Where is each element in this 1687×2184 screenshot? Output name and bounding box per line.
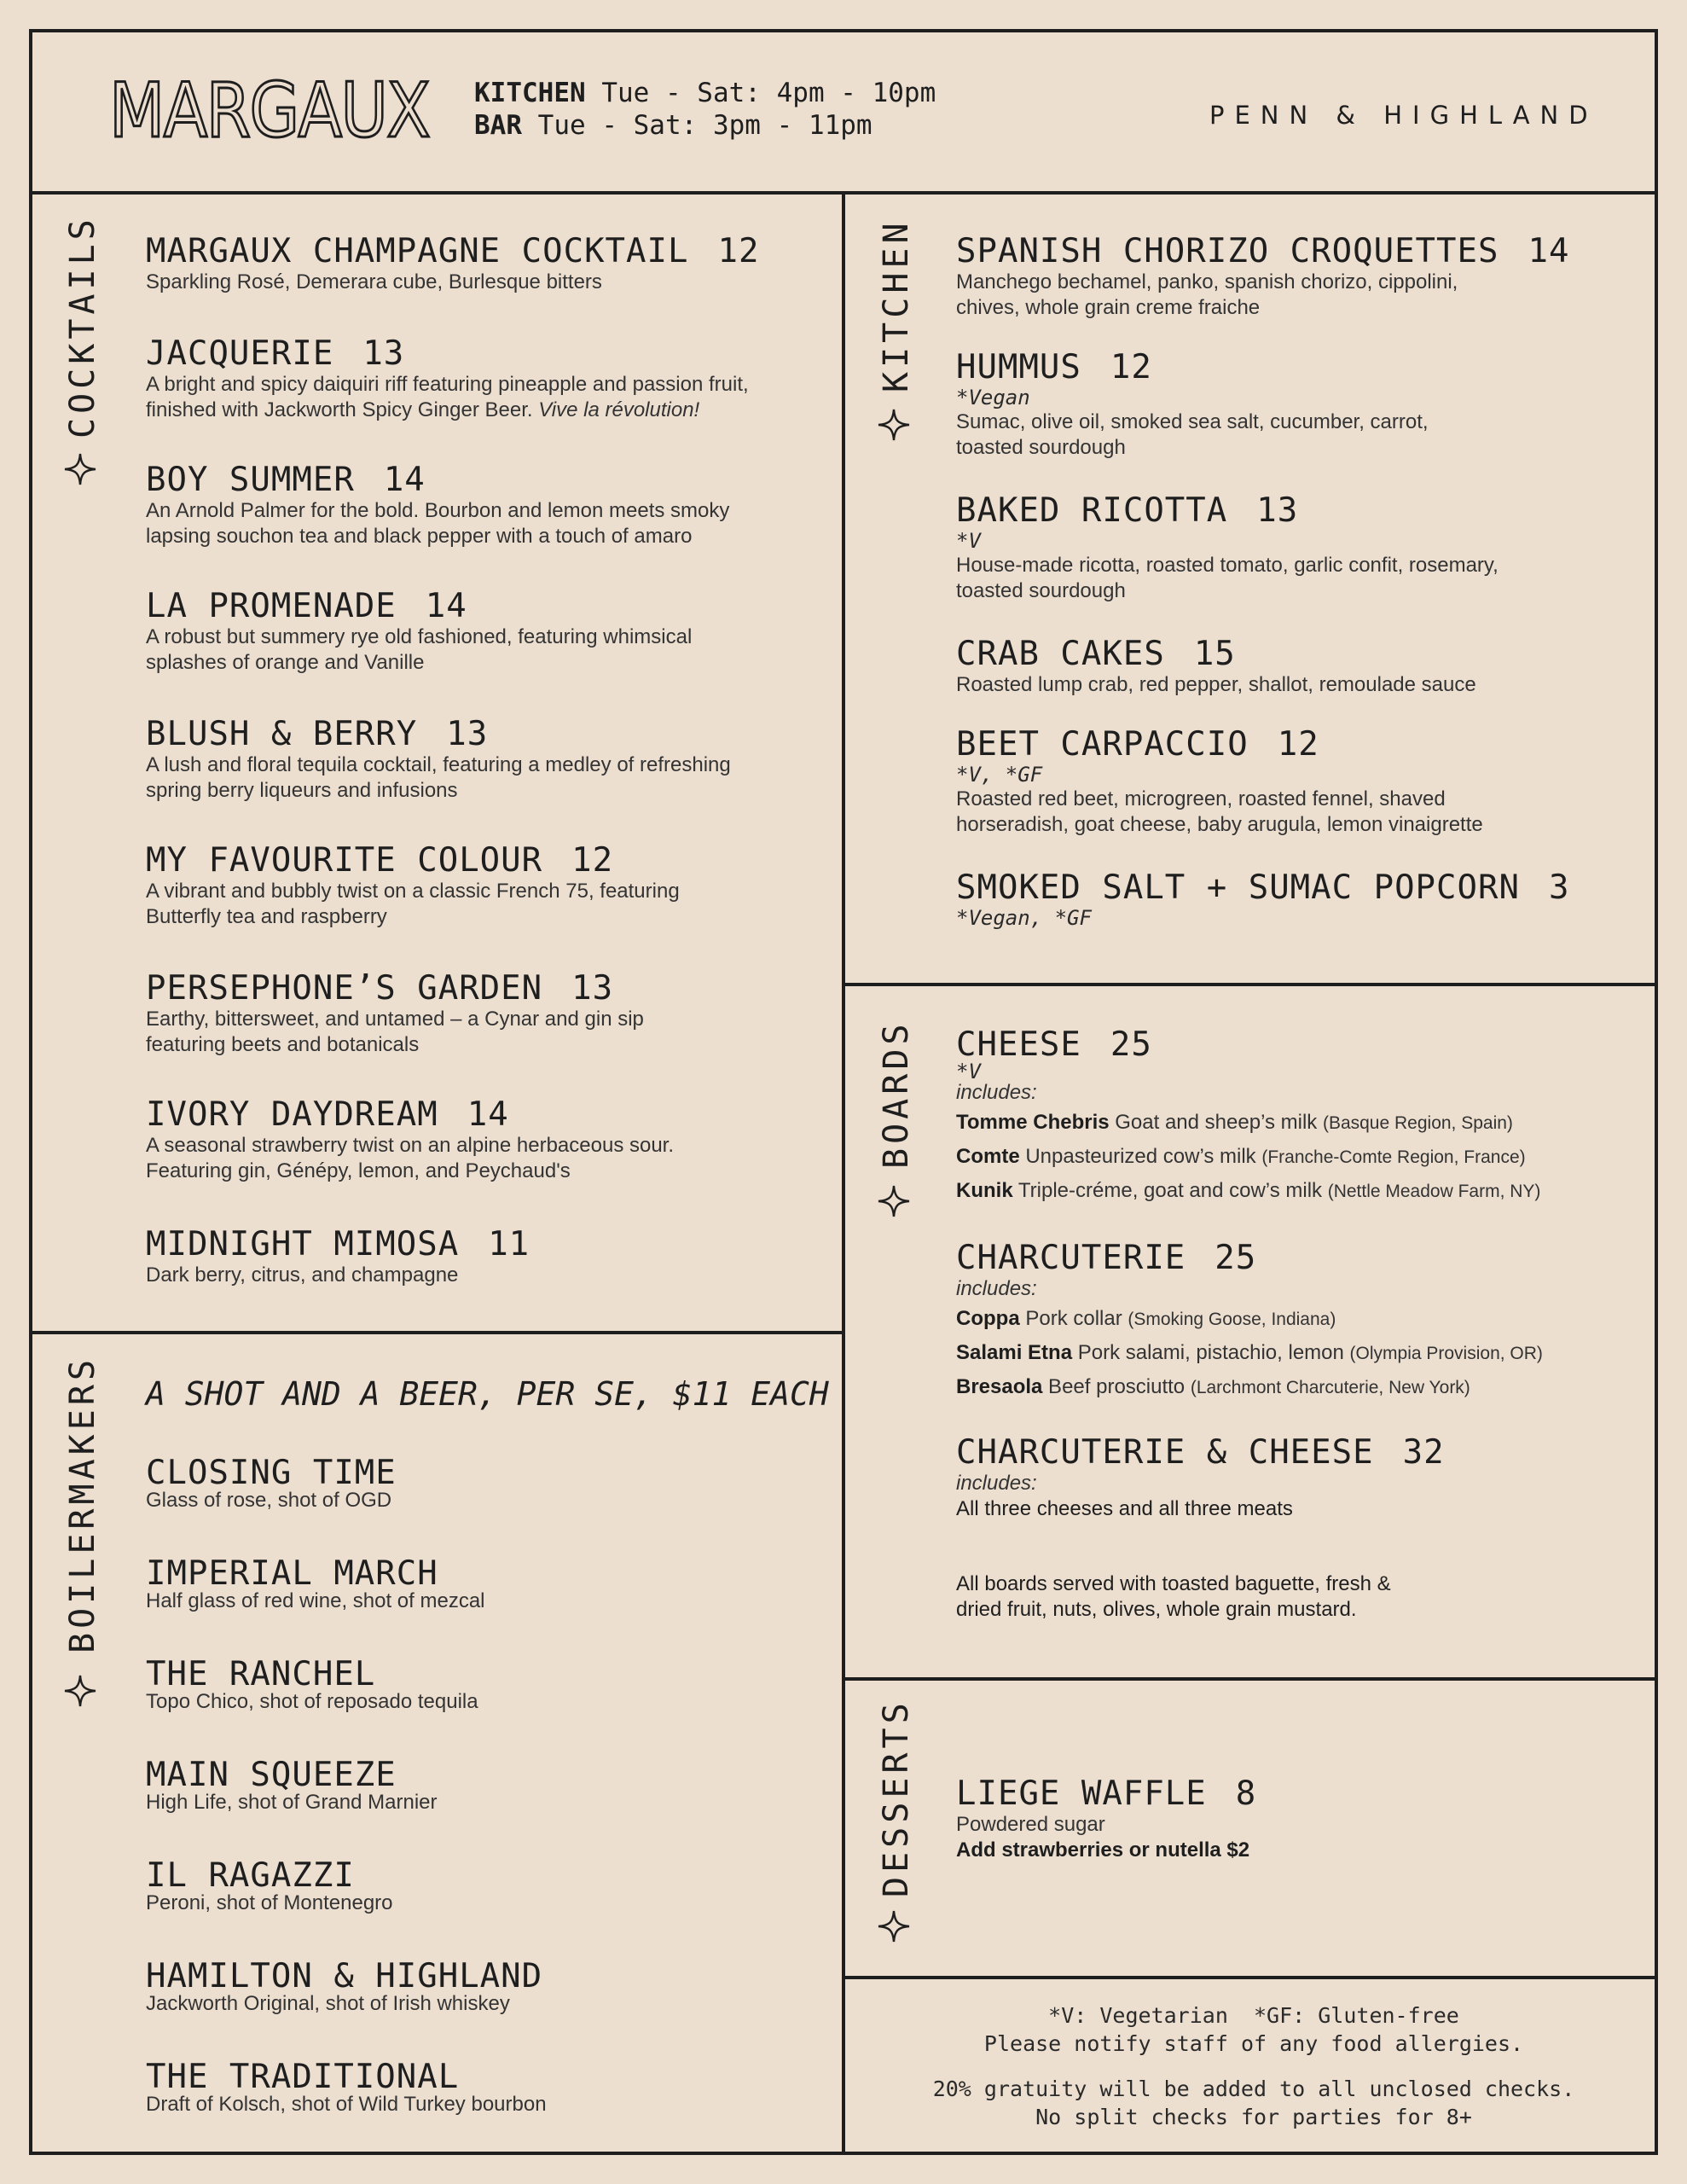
includes-label: includes: xyxy=(956,1472,1037,1495)
item-title: THE RANCHEL xyxy=(146,1655,376,1693)
item-description: Roasted lump crab, red pepper, shallot, remoulade sauce xyxy=(956,673,1476,696)
section-label-cocktails: COCKTAILS xyxy=(63,215,102,439)
kitchen-item xyxy=(956,636,1476,698)
item-description: Featuring gin, Génépy, lemon, and Peychaud's xyxy=(146,1159,571,1182)
board-component: Coppa Pork collar (Smoking Goose, Indiana) xyxy=(956,1307,1336,1330)
item-description: Roasted red beet, microgreen, roasted fennel, shaved xyxy=(956,787,1446,810)
sparkle-icon xyxy=(877,1184,911,1218)
board-item-combo xyxy=(956,1435,1445,1522)
item-description: A robust but summery rye old fashioned, featuring whimsical xyxy=(146,625,693,648)
cocktail-item xyxy=(146,843,680,930)
dietary-note: *V, *GF xyxy=(956,763,1043,787)
item-title: JACQUERIE 13 xyxy=(146,334,405,373)
cocktail-item xyxy=(146,717,731,804)
item-description: Topo Chico, shot of reposado tequila xyxy=(146,1690,478,1713)
kitchen-item xyxy=(956,234,1569,321)
item-title: PERSEPHONE’S GARDEN 13 xyxy=(146,969,614,1008)
boilermakers-tagline: A SHOT AND A BEER, PER SE, $11 EACH xyxy=(146,1375,829,1413)
item-description: horseradish, goat cheese, baby arugula, lemon vinaigrette xyxy=(956,813,1483,836)
item-title: MIDNIGHT MIMOSA 11 xyxy=(146,1225,530,1263)
kitchen-hours: KITCHEN Tue - Sat: 4pm - 10pm xyxy=(474,78,936,108)
item-title: MARGAUX CHAMPAGNE COCKTAIL 12 xyxy=(146,232,760,270)
item-title: CHARCUTERIE & CHEESE 32 xyxy=(956,1433,1445,1472)
includes-label: includes: xyxy=(956,1277,1037,1300)
item-description: Sumac, olive oil, smoked sea salt, cucumber, carrot, xyxy=(956,410,1429,433)
item-title: IMPERIAL MARCH xyxy=(146,1554,438,1593)
item-description: A seasonal strawberry twist on an alpine herbaceous sour. xyxy=(146,1134,675,1157)
item-title: CHEESE 25 xyxy=(956,1025,1152,1064)
item-description: Butterfly tea and raspberry xyxy=(146,905,387,928)
boilermaker-item xyxy=(146,1455,397,1513)
item-description: finished with Jackworth Spicy Ginger Beer. Vive la révolution! xyxy=(146,398,700,421)
board-item-charcuterie xyxy=(956,1240,1543,1404)
item-description: Jackworth Original, shot of Irish whiskey xyxy=(146,1992,510,2015)
item-title: HUMMUS 12 xyxy=(956,348,1152,386)
board-component: All three cheeses and all three meats xyxy=(956,1497,1293,1520)
cocktail-item xyxy=(146,971,644,1058)
boilermaker-item xyxy=(146,1959,542,2017)
includes-label: includes: xyxy=(956,1081,1037,1104)
dietary-note: *V xyxy=(956,529,981,553)
sparkle-icon xyxy=(63,452,97,486)
item-description: lapsing souchon tea and black pepper with a touch of amaro xyxy=(146,525,693,548)
item-title: MAIN SQUEEZE xyxy=(146,1756,397,1794)
kitchen-item xyxy=(956,727,1483,838)
item-title: HAMILTON & HIGHLAND xyxy=(146,1957,543,1995)
board-component: Salami Etna Pork salami, pistachio, lemon (Olympia Provision, OR) xyxy=(956,1341,1543,1364)
sparkle-icon xyxy=(63,1674,97,1708)
item-description: toasted sourdough xyxy=(956,436,1126,459)
dietary-note: *Vegan xyxy=(956,386,1030,410)
boards-desserts-divider xyxy=(842,1677,1658,1681)
board-component: Kunik Triple-créme, goat and cow’s milk (Nettle Meadow Farm, NY) xyxy=(956,1179,1541,1202)
item-description: Sparkling Rosé, Demerara cube, Burlesque bitters xyxy=(146,270,602,293)
cocktail-item xyxy=(146,462,729,549)
item-title: BEET CARPACCIO 12 xyxy=(956,725,1319,764)
item-title: SPANISH CHORIZO CROQUETTES 14 xyxy=(956,232,1570,270)
section-label-desserts: DESSERTS xyxy=(877,1699,916,1897)
kitchen-item xyxy=(956,493,1499,604)
boilermaker-item xyxy=(146,2059,547,2117)
item-addon: Add strawberries or nutella $2 xyxy=(956,1838,1250,1862)
item-title: IL RAGAZZI xyxy=(146,1856,355,1895)
location: PENN & HIGHLAND xyxy=(1209,101,1598,130)
item-description: House-made ricotta, roasted tomato, garlic confit, rosemary, xyxy=(956,554,1499,577)
kitchen-item xyxy=(956,870,1569,930)
item-title: SMOKED SALT + SUMAC POPCORN 3 xyxy=(956,868,1570,907)
section-label-boards: BOARDS xyxy=(877,1019,916,1169)
sparkle-icon xyxy=(877,1909,911,1943)
item-description: Draft of Kolsch, shot of Wild Turkey bourbon xyxy=(146,2093,547,2116)
kitchen-boards-divider xyxy=(842,983,1658,986)
cocktail-item xyxy=(146,234,759,295)
desserts-footer-divider xyxy=(842,1976,1658,1979)
board-item-cheese xyxy=(956,1027,1540,1208)
footer-policy: 20% gratuity will be added to all unclosed checks. No split checks for parties for 8+ xyxy=(932,2077,1575,2129)
item-description: Earthy, bittersweet, and untamed – a Cynar and gin sip xyxy=(146,1008,644,1031)
item-description: splashes of orange and Vanille xyxy=(146,651,425,674)
boilermaker-item xyxy=(146,1556,485,1614)
cocktails-boilermakers-divider xyxy=(29,1331,844,1334)
item-title: MY FAVOURITE COLOUR 12 xyxy=(146,841,614,880)
item-description: An Arnold Palmer for the bold. Bourbon and lemon meets smoky xyxy=(146,499,730,522)
logo: MARGAUX xyxy=(109,67,430,154)
item-description: Glass of rose, shot of OGD xyxy=(146,1489,392,1512)
sparkle-icon xyxy=(877,408,911,442)
item-title: CLOSING TIME xyxy=(146,1454,397,1492)
item-title: BLUSH & BERRY 13 xyxy=(146,715,489,753)
item-description: toasted sourdough xyxy=(956,579,1126,602)
item-title: IVORY DAYDREAM 14 xyxy=(146,1095,509,1134)
board-component: Comte Unpasteurized cow’s milk (Franche-Comte Region, France) xyxy=(956,1145,1526,1168)
item-description: A bright and spicy daiquiri riff featuring pineapple and passion fruit, xyxy=(146,373,749,396)
item-description: A vibrant and bubbly twist on a classic French 75, featuring xyxy=(146,880,680,903)
item-title: CRAB CAKES 15 xyxy=(956,635,1236,673)
cocktail-item xyxy=(146,336,749,423)
kitchen-item xyxy=(956,350,1429,461)
bar-hours: BAR Tue - Sat: 3pm - 11pm xyxy=(474,110,872,141)
item-title: LA PROMENADE 14 xyxy=(146,587,467,625)
footer-dietary: *V: Vegetarian *GF: Gluten-free Please notify staff of any food allergies. xyxy=(983,2003,1524,2056)
section-label-boilermakers: BOILERMAKERS xyxy=(63,1356,102,1653)
column-divider xyxy=(842,191,845,2155)
board-component: Bresaola Beef prosciutto (Larchmont Charcuterie, New York) xyxy=(956,1375,1470,1398)
boilermaker-item xyxy=(146,1657,478,1715)
item-description: Half glass of red wine, shot of mezcal xyxy=(146,1589,485,1612)
item-description: A lush and floral tequila cocktail, featuring a medley of refreshing xyxy=(146,753,731,776)
item-description: chives, whole grain creme fraiche xyxy=(956,296,1261,319)
section-label-kitchen: KITCHEN xyxy=(877,218,916,392)
item-title: BAKED RICOTTA 13 xyxy=(956,491,1299,530)
item-description: Peroni, shot of Montenegro xyxy=(146,1891,393,1914)
item-title: BOY SUMMER 14 xyxy=(146,461,426,499)
boilermaker-item xyxy=(146,1858,393,1916)
item-description: Dark berry, citrus, and champagne xyxy=(146,1263,459,1287)
item-description: Manchego bechamel, panko, spanish chorizo, cippolini, xyxy=(956,270,1458,293)
hours xyxy=(474,77,936,142)
item-description: Powdered sugar xyxy=(956,1813,1105,1836)
boards-footnote: All boards served with toasted baguette, fresh & dried fruit, nuts, olives, whole grain mustard. xyxy=(956,1572,1391,1621)
item-description: featuring beets and botanicals xyxy=(146,1033,420,1056)
cocktail-item xyxy=(146,1097,674,1184)
cocktail-item xyxy=(146,589,692,676)
cocktail-item xyxy=(146,1227,530,1288)
board-component: Tomme Chebris Goat and sheep’s milk (Basque Region, Spain) xyxy=(956,1111,1513,1134)
dietary-note: *Vegan, *GF xyxy=(956,906,1092,930)
item-title: CHARCUTERIE 25 xyxy=(956,1239,1257,1277)
dietary-note: *V xyxy=(956,1060,981,1083)
dessert-item xyxy=(956,1776,1256,1863)
item-description: High Life, shot of Grand Marnier xyxy=(146,1791,438,1814)
boilermaker-item xyxy=(146,1757,438,1815)
item-title: THE TRADITIONAL xyxy=(146,2058,460,2096)
item-description: spring berry liqueurs and infusions xyxy=(146,779,458,802)
item-title: LIEGE WAFFLE 8 xyxy=(956,1774,1257,1813)
